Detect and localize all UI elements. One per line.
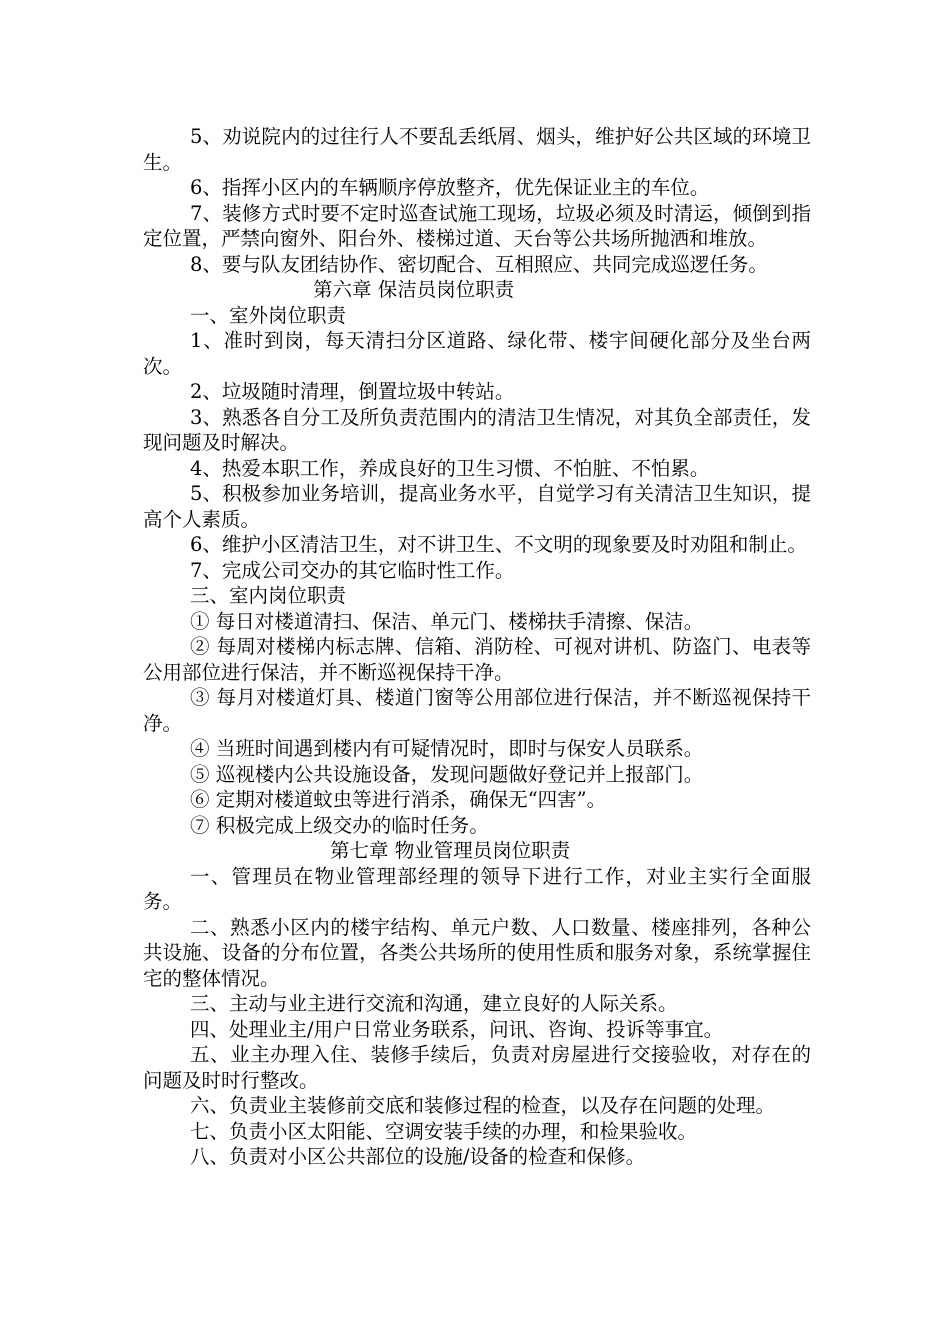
paragraph: ② 每周对楼梯内标志牌、信箱、消防栓、可视对讲机、防盗门、电表等公用部位进行保洁，并不断巡视保持干净。	[143, 635, 811, 684]
paragraph: 3、熟悉各自分工及所负责范围内的清洁卫生情况，对其负全部责任，发现问题及时解决。	[143, 405, 811, 454]
paragraph: 6、维护小区清洁卫生，对不讲卫生、不文明的现象要及时劝阻和制止。	[190, 533, 807, 556]
paragraph: 4、热爱本职工作，养成良好的卫生习惯、不怕脏、不怕累。	[190, 456, 710, 480]
paragraph: 六、负责业主装修前交底和装修过程的检查，以及存在问题的处理。	[190, 1094, 776, 1117]
paragraph: 7、完成公司交办的其它临时性工作。	[190, 558, 515, 582]
outdoor-duties-heading: 一、室外岗位职责	[190, 303, 347, 327]
document-page	[143, 124, 811, 1170]
paragraph: 6、指挥小区内的车辆顺序停放整齐，优先保证业主的车位。	[190, 176, 710, 199]
paragraph: 8、要与队友团结协作、密切配合、互相照应、共同完成巡逻任务。	[190, 252, 768, 276]
paragraph: ⑥ 定期对楼道蚊虫等进行消杀，确保无“四害”。	[190, 788, 607, 811]
paragraph: 三、主动与业主进行交流和沟通，建立良好的人际关系。	[190, 992, 678, 1015]
paragraph: 四、处理业主/用户日常业务联系，问讯、咨询、投诉等事宜。	[190, 1017, 724, 1041]
paragraph: 二、熟悉小区内的楼宇结构、单元户数、人口数量、楼座排列，各种公共设施、设备的分布位置，各类公共场所的使用性质和服务对象，系统掌握住宅的整体情况。	[143, 915, 811, 990]
chapter-7-heading: 第七章 物业管理员岗位职责	[330, 839, 571, 862]
paragraph: ④ 当班时间遇到楼内有可疑情况时，即时与保安人员联系。	[190, 737, 704, 760]
paragraph: ① 每日对楼道清扫、保洁、单元门、楼梯扶手清擦、保洁。	[190, 609, 704, 633]
paragraph: ⑤ 巡视楼内公共设施设备，发现问题做好登记并上报部门。	[190, 762, 704, 786]
indoor-duties-heading: 三、室内岗位职责	[190, 584, 347, 607]
paragraph: ⑦ 积极完成上级交办的临时任务。	[190, 813, 489, 837]
paragraph: 2、垃圾随时清理，倒置垃圾中转站。	[190, 380, 515, 403]
paragraph: 七、负责小区太阳能、空调安装手续的办理，和检果验收。	[190, 1119, 698, 1143]
paragraph: 一、管理员在物业管理部经理的领导下进行工作，对业主实行全面服务。	[143, 864, 811, 913]
paragraph: 八、负责对小区公共部位的设施/设备的检查和保修。	[190, 1145, 646, 1168]
paragraph: 5、劝说院内的过往行人不要乱丢纸屑、烟头，维护好公共区域的环境卫生。	[143, 125, 811, 174]
paragraph: 五、业主办理入住、装修手续后，负责对房屋进行交接验收，对存在的问题及时时行整改。	[143, 1043, 811, 1092]
paragraph: ③ 每月对楼道灯具、楼道门窗等公用部位进行保洁，并不断巡视保持干净。	[143, 686, 811, 735]
paragraph: 1、准时到岗，每天清扫分区道路、绿化带、楼宇间硬化部分及坐台两次。	[143, 329, 811, 378]
chapter-6-heading: 第六章 保洁员岗位职责	[313, 278, 515, 301]
paragraph: 7、装修方式时要不定时巡查试施工现场，垃圾必须及时清运，倾倒到指定位置，严禁向窗外、阳台外、楼梯过道、天台等公共场所抛洒和堆放。	[143, 201, 811, 250]
paragraph: 5、积极参加业务培训，提高业务水平，自觉学习有关清洁卫生知识，提高个人素质。	[143, 482, 811, 531]
